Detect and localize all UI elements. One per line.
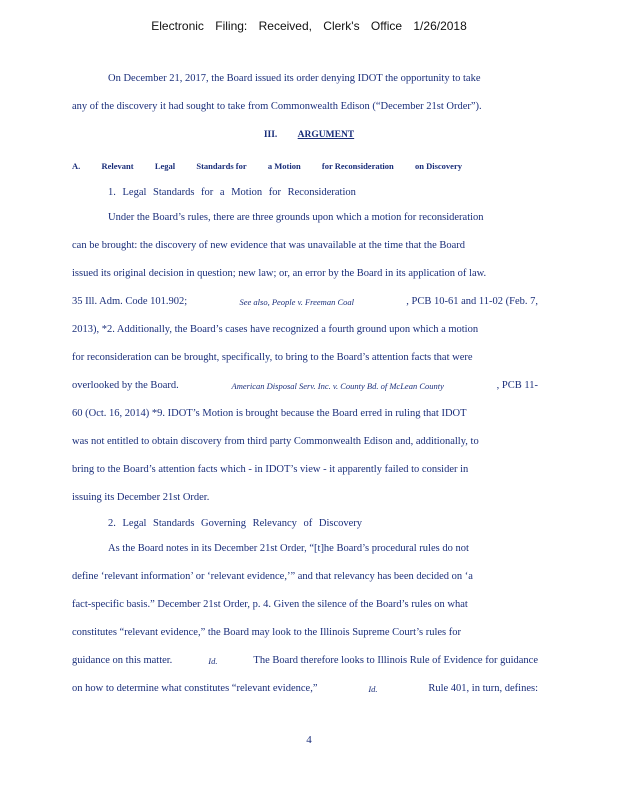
para3-line2: define ‘relevant information’ or ‘relevant evidence,’” and that relevancy has been decided on ‘a bbox=[72, 571, 473, 582]
para3-line6: on how to determine what constitutes “relevant evidence,” Id. Rule 401, in turn, defines: bbox=[72, 683, 538, 694]
para2-line3: issued its original decision in question; new law; or, an error by the Board in its application of law. bbox=[72, 268, 487, 279]
page-number: 4 bbox=[306, 734, 312, 746]
para2-line8: 60 (Oct. 16, 2014) *9. IDOT’s Motion is brought because the Board erred in ruling that IDOT bbox=[72, 408, 467, 419]
citation-people-v-freeman: See also, People v. Freeman Coal bbox=[239, 297, 354, 307]
section-heading bbox=[0, 130, 618, 140]
para3-line5: guidance on this matter. Id. The Board therefore looks to Illinois Rule of Evidence for guidance bbox=[72, 655, 538, 666]
para2-line7: overlooked by the Board. American Disposal Serv. Inc. v. County Bd. of McLean County , PCB 11- bbox=[72, 380, 538, 391]
para2-line1: Under the Board’s rules, there are three grounds upon which a motion for reconsideration bbox=[108, 212, 484, 223]
para1-line1: On December 21, 2017, the Board issued its order denying IDOT the opportunity to take bbox=[108, 73, 481, 84]
para2-line2: can be brought: the discovery of new evidence that was unavailable at the time that the Board bbox=[72, 240, 466, 251]
citation-id: Id. bbox=[208, 656, 218, 666]
para2-line4: 35 Ill. Adm. Code 101.902; See also, People v. Freeman Coal , PCB 10-61 and 11-02 (Feb. 7, bbox=[72, 296, 538, 307]
para2-line11: issuing its December 21st Order. bbox=[72, 492, 210, 503]
para2-line10: bring to the Board’s attention facts which - in IDOT’s view - it apparently failed to consider in bbox=[72, 464, 469, 475]
para3-line4: constitutes “relevant evidence,” the Board may look to the Illinois Supreme Court’s rules for bbox=[72, 627, 461, 638]
section-title: ARGUMENT bbox=[297, 130, 355, 140]
citation-id: Id. bbox=[368, 684, 378, 694]
filing-header: Electronic Filing: Received, Clerk's Office 1/26/2018 bbox=[151, 19, 467, 33]
para3-line3: fact-specific basis.” December 21st Order, p. 4. Given the silence of the Board’s rules on what bbox=[72, 599, 468, 610]
para1-line2: any of the discovery it had sought to take from Commonwealth Edison (“December 21st Order”). bbox=[72, 101, 482, 112]
para2-line9: was not entitled to obtain discovery from third party Commonwealth Edison and, additionally, to bbox=[72, 436, 479, 447]
para3-line1: As the Board notes in its December 21st Order, “[t]he Board’s procedural rules do not bbox=[108, 543, 469, 554]
para2-line6: for reconsideration can be brought, specifically, to bring to the Board’s attention facts that were bbox=[72, 352, 473, 363]
section-number: III. bbox=[263, 130, 278, 140]
subheading-2: 2. Legal Standards Governing Relevancy of Discovery bbox=[108, 518, 363, 529]
citation-american-disposal: American Disposal Serv. Inc. v. County Bd. of McLean County bbox=[231, 381, 444, 391]
para2-line5: 2013), *2. Additionally, the Board’s cases have recognized a fourth ground upon which a motion bbox=[72, 324, 479, 335]
subheading-1: 1. Legal Standards for a Motion for Reconsideration bbox=[108, 187, 356, 198]
subsection-a-heading: A. Relevant Legal Standards for a Motion for Reconsideration on Discovery bbox=[72, 161, 462, 171]
